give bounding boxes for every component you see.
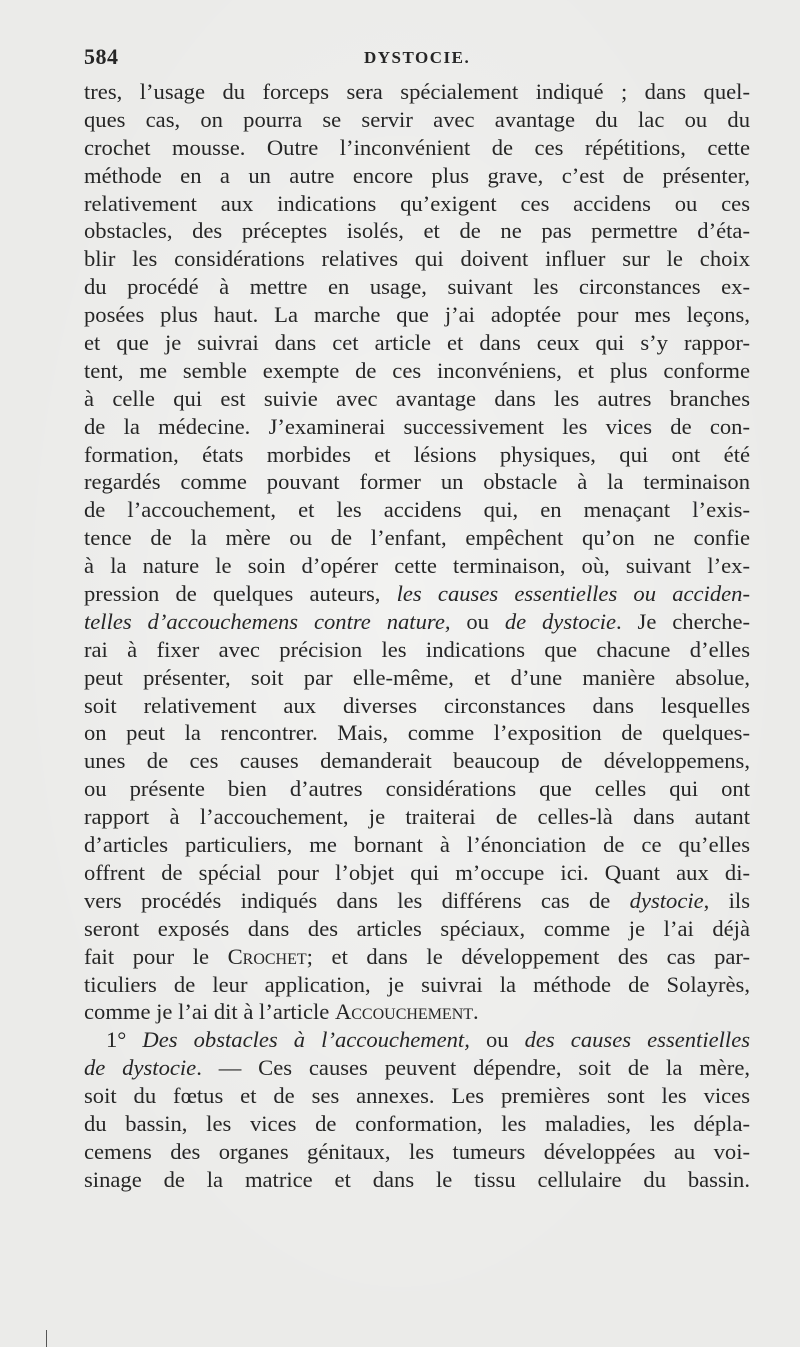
small-caps-term: Crochet — [227, 943, 307, 969]
section-heading-line — [84, 1026, 750, 1054]
text-line: ticuliers de leur application, je suivrai la méthode de Solayrès, — [84, 971, 750, 997]
text-line: seront exposés dans des articles spéciaux, comme je l’ai déjà — [84, 915, 750, 941]
text-line: regardés comme pouvant former un obstacle à la terminaison — [84, 469, 750, 495]
text-line: ques cas, on pourra se servir avec avantage du lac ou du — [84, 106, 750, 132]
text-line: ou présente bien d’autres considérations que celles qui ont — [84, 776, 750, 802]
text-line: formation, états morbides et lésions physiques, qui ont été — [84, 441, 750, 467]
text-line: à la nature le soin d’opérer cette terminaison, où, suivant l’ex- — [84, 553, 750, 579]
italic-phrase: Des obstacles à l’accouchement, — [142, 1027, 470, 1053]
text-line: cemens des organes génitaux, les tumeurs développées au voi- — [84, 1138, 750, 1164]
italic-phrase: les causes essentielles ou acciden- — [396, 581, 750, 607]
text-line: on peut la rencontrer. Mais, comme l’exposition de quelques- — [84, 720, 750, 746]
section-number: 1° — [106, 1027, 143, 1053]
small-caps-term: Accouchement — [334, 999, 474, 1025]
text-line: soit du fœtus et de ses annexes. Les premières sont les vices — [84, 1083, 750, 1109]
text-line: relativement aux indications qu’exigent ces accidens ou ces — [84, 190, 750, 216]
text-line: de l’accouchement, et les accidens qui, en menaçant l’exis- — [84, 497, 750, 523]
text-run: comme je l’ai dit à l’article — [84, 999, 335, 1025]
text-line: de la médecine. J’examinerai successivement les vices de con- — [84, 413, 750, 439]
text-run: . — [473, 999, 479, 1025]
text-line — [84, 887, 750, 915]
text-line: d’articles particuliers, me bornant à l’énonciation de ce qu’elles — [84, 832, 750, 858]
text-line — [84, 943, 750, 971]
text-run: ; et dans le développement des cas par- — [306, 943, 750, 969]
text-line: posées plus haut. La marche que j’ai adoptée pour mes leçons, — [84, 302, 750, 328]
text-line: obstacles, des préceptes isolés, et de ne pas permettre d’éta- — [84, 218, 750, 244]
text-line: offrent de spécial pour l’objet qui m’occupe ici. Quant aux di- — [84, 859, 750, 885]
text-line: tent, me semble exempte de ces inconvéniens, et plus conforme — [84, 357, 750, 383]
text-run: vers procédés indiqués dans les différens cas de — [84, 887, 630, 913]
running-head: DYSTOCIE. — [364, 48, 471, 67]
text-line: et que je suivrai dans cet article et dans ceux qui s’y rappor- — [84, 330, 750, 356]
text-line: tence de la mère ou de l’enfant, empêchent qu’on ne confie — [84, 525, 750, 551]
page-header — [84, 44, 750, 74]
text-line — [84, 608, 750, 636]
text-line: rai à fixer avec précision les indications que chacune d’elles — [84, 636, 750, 662]
text-run: , ils — [703, 887, 750, 913]
italic-term: de dystocie — [504, 608, 617, 634]
italic-phrase: des causes essentielles — [524, 1027, 751, 1053]
text-line — [84, 580, 750, 608]
italic-phrase: telles d’accouchemens contre nature, — [84, 608, 451, 634]
text-run: ou — [469, 1027, 525, 1053]
text-line: crochet mousse. Outre l’inconvénient de ces répétitions, cette — [84, 134, 750, 160]
text-line: blir les considérations relatives qui doivent influer sur le choix — [84, 246, 750, 272]
text-line: du bassin, les vices de conformation, les maladies, les dépla- — [84, 1110, 750, 1136]
text-line — [84, 998, 750, 1026]
text-run: . — Ces causes peuvent dépendre, soit de la mère, — [196, 1055, 750, 1081]
text-line: soit relativement aux diverses circonstances dans lesquelles — [84, 692, 750, 718]
body-text — [84, 78, 750, 1194]
page-number: 584 — [84, 44, 119, 69]
italic-term: de dystocie — [84, 1055, 197, 1081]
italic-term: dystocie — [629, 887, 704, 913]
text-line: à celle qui est suivie avec avantage dans les autres branches — [84, 385, 750, 411]
text-run: pression de quelques auteurs, — [84, 581, 397, 607]
text-run: ou — [450, 608, 505, 634]
text-line: méthode en a un autre encore plus grave, c’est de présenter, — [84, 162, 750, 188]
text-line — [84, 1054, 750, 1082]
text-run: . Je cherche- — [616, 608, 750, 634]
text-line: peut présenter, soit par elle-même, et d’une manière absolue, — [84, 664, 750, 690]
text-line: rapport à l’accouchement, je traiterai de celles-là dans autant — [84, 804, 750, 830]
text-line: du procédé à mettre en usage, suivant les circonstances ex- — [84, 274, 750, 300]
text-line: unes de ces causes demanderait beaucoup de développemens, — [84, 748, 750, 774]
text-run: fait pour le — [84, 943, 228, 969]
text-line: tres, l’usage du forceps sera spécialement indiqué ; dans quel- — [84, 79, 750, 104]
margin-mark — [46, 1330, 47, 1347]
text-line: sinage de la matrice et dans le tissu cellulaire du bassin. — [84, 1166, 750, 1192]
